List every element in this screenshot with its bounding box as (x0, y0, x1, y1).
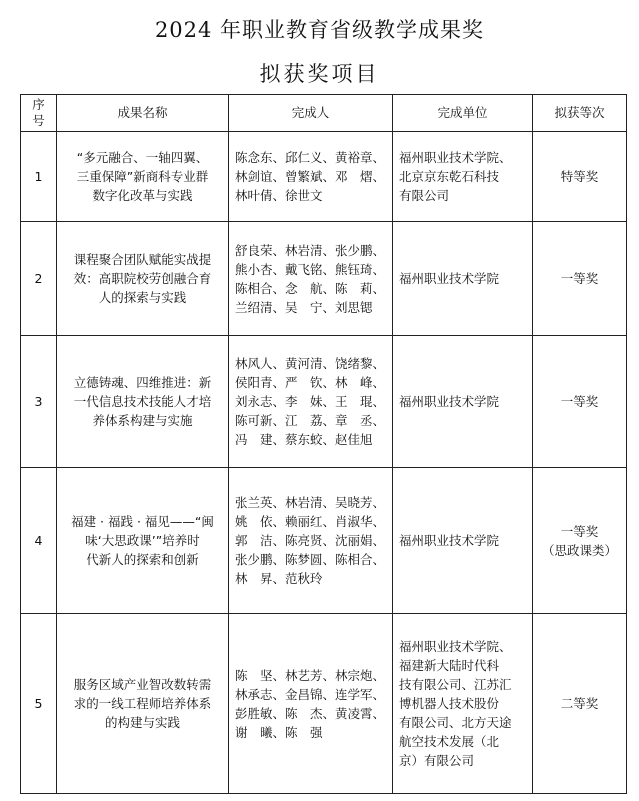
completers-line: 熊小杏、戴飞铭、熊钰琦、 (235, 261, 386, 277)
completing-unit-line: 福州职业技术学院、 (399, 150, 512, 165)
achievement-name-line: 服务区域产业智改数转需 (73, 677, 212, 692)
completing-unit-line: 有限公司 (399, 188, 450, 203)
row-number (21, 222, 57, 336)
achievement-name-line: 代新人的探索和创新 (86, 552, 199, 567)
completers-line: 张少鹏、陈梦圆、陈相合、 (235, 552, 386, 567)
completers-line: 冯 建、蔡东蛟、赵佳旭 (235, 432, 373, 447)
table-header-row (21, 95, 627, 132)
completing-unit-line: 福州职业技术学院、 (399, 639, 512, 654)
achievement-name-line: “多元融合、一轴四翼、 (76, 150, 209, 165)
row-number (21, 132, 57, 222)
achievement-name-line: 的构建与实践 (104, 715, 180, 730)
completing-unit-line: 福州职业技术学院 (399, 533, 500, 548)
row-number (21, 336, 57, 468)
completers-line: 郭 洁、陈亮贤、沈丽娟、 (235, 533, 386, 548)
row-number (21, 614, 57, 794)
award-level (533, 614, 627, 794)
header-name: 成果名称 (57, 95, 229, 132)
achievement-name-line: 福建 · 福践 · 福见——“闽 (71, 514, 214, 529)
completers-line: 陈念东、邱仁义、黄裕章、 (235, 150, 386, 165)
completing-unit (393, 132, 533, 222)
header-award: 拟获等次 (533, 95, 627, 132)
table-row (21, 336, 627, 468)
achievement-name-line: 人的探索与实践 (98, 290, 187, 305)
completers-line: 彭胜敏、陈 杰、黄凌霄、 (235, 705, 386, 721)
award-level (533, 468, 627, 614)
award-level-line: 一等奖 (560, 523, 599, 539)
achievement-name (57, 132, 229, 222)
achievement-name-line: 一代信息技术技能人才培 (73, 394, 212, 409)
header-unit: 完成单位 (393, 95, 533, 132)
achievement-name-line: 养体系构建与实施 (92, 413, 193, 428)
completers (229, 614, 393, 794)
completing-unit (393, 222, 533, 336)
award-level-line: 一等奖 (560, 271, 599, 286)
award-level (533, 336, 627, 468)
completers-line: 刘永志、李 妹、王 琨、 (235, 394, 386, 409)
row-number (21, 468, 57, 614)
completing-unit-line: 福州职业技术学院 (399, 271, 500, 286)
completers-line: 姚 依、赖丽红、肖淑华、 (235, 514, 386, 529)
completing-unit (393, 614, 533, 794)
completers (229, 468, 393, 614)
table-row (21, 468, 627, 614)
completing-unit-line: 北京京东乾石科技 (399, 169, 500, 184)
completers-line: 林叶倩、徐世文 (235, 188, 323, 203)
award-level-line: （思政课类） (541, 542, 617, 558)
completing-unit-line: 博机器人技术股份 (399, 696, 500, 711)
achievement-name (57, 614, 229, 794)
award-level-line: 二等奖 (560, 696, 599, 711)
completers-line: 陈可新、江 荔、章 丞、 (235, 413, 386, 428)
award-level-line: 特等奖 (560, 169, 599, 184)
row-number-line: 1 (34, 169, 43, 184)
completing-unit-line: 福州职业技术学院 (399, 394, 500, 409)
completing-unit-line: 福建新大陆时代科 (399, 658, 500, 673)
completers (229, 336, 393, 468)
row-number-line: 4 (34, 533, 43, 548)
award-level (533, 132, 627, 222)
completers (229, 222, 393, 336)
row-number-line: 5 (34, 696, 43, 711)
awards-table (20, 94, 627, 794)
achievement-name-line: 课程聚合团队赋能实战提 (73, 252, 212, 267)
achievement-name-line: 立德铸魂、四维推进：新 (73, 375, 212, 390)
achievement-name-line: 效：高职院校劳创融合育 (73, 271, 212, 286)
table-row (21, 132, 627, 222)
completers-line: 陈 坚、林艺芳、林宗炮、 (235, 667, 386, 683)
award-level (533, 222, 627, 336)
row-number-line: 3 (34, 394, 43, 409)
document-title: 2024 年职业教育省级教学成果奖 (154, 18, 485, 42)
completing-unit (393, 468, 533, 614)
completers-line: 林剑谊、曾繁斌、邓 熠、 (235, 169, 386, 184)
completing-unit-line: 有限公司、北方天途 (399, 715, 512, 730)
completers-line: 林风人、黄河清、饶绪黎、 (235, 356, 386, 371)
completing-unit-line: 航空技术发展（北 (399, 734, 500, 749)
award-level-line: 一等奖 (560, 394, 599, 409)
completers-line: 林承志、金昌锦、连学军、 (235, 686, 386, 702)
table-row (21, 614, 627, 794)
completers-line: 张兰英、林岩清、吴晓芳、 (235, 495, 386, 510)
completers (229, 132, 393, 222)
table-row (21, 222, 627, 336)
achievement-name (57, 468, 229, 614)
completers-line: 舒良荣、林岩清、张少鹏、 (235, 242, 386, 258)
row-number-line: 2 (34, 271, 43, 286)
document-subtitle: 拟获奖项目 (259, 62, 380, 86)
header-no: 序 号 (21, 95, 57, 132)
completers-line: 兰绍清、吴 宁、刘思锶 (235, 299, 373, 315)
completers-line: 谢 曦、陈 强 (235, 724, 323, 740)
achievement-name (57, 336, 229, 468)
completing-unit-line: 技有限公司、江苏汇 (399, 677, 512, 692)
completing-unit-line: 京）有限公司 (399, 753, 475, 768)
achievement-name-line: 求的一线工程师培养体系 (73, 696, 212, 711)
achievement-name-line: 三重保障”新商科专业群 (76, 169, 209, 184)
completers-line: 侯阳青、严 钦、林 峰、 (235, 375, 386, 390)
completers-line: 陈相合、念 航、陈 莉、 (235, 280, 386, 296)
achievement-name (57, 222, 229, 336)
completers-line: 林 昇、范秋玲 (235, 571, 323, 586)
achievement-name-line: 味‘大思政课’”培养时 (85, 533, 200, 548)
header-people: 完成人 (229, 95, 393, 132)
achievement-name-line: 数字化改革与实践 (92, 188, 193, 203)
completing-unit (393, 336, 533, 468)
